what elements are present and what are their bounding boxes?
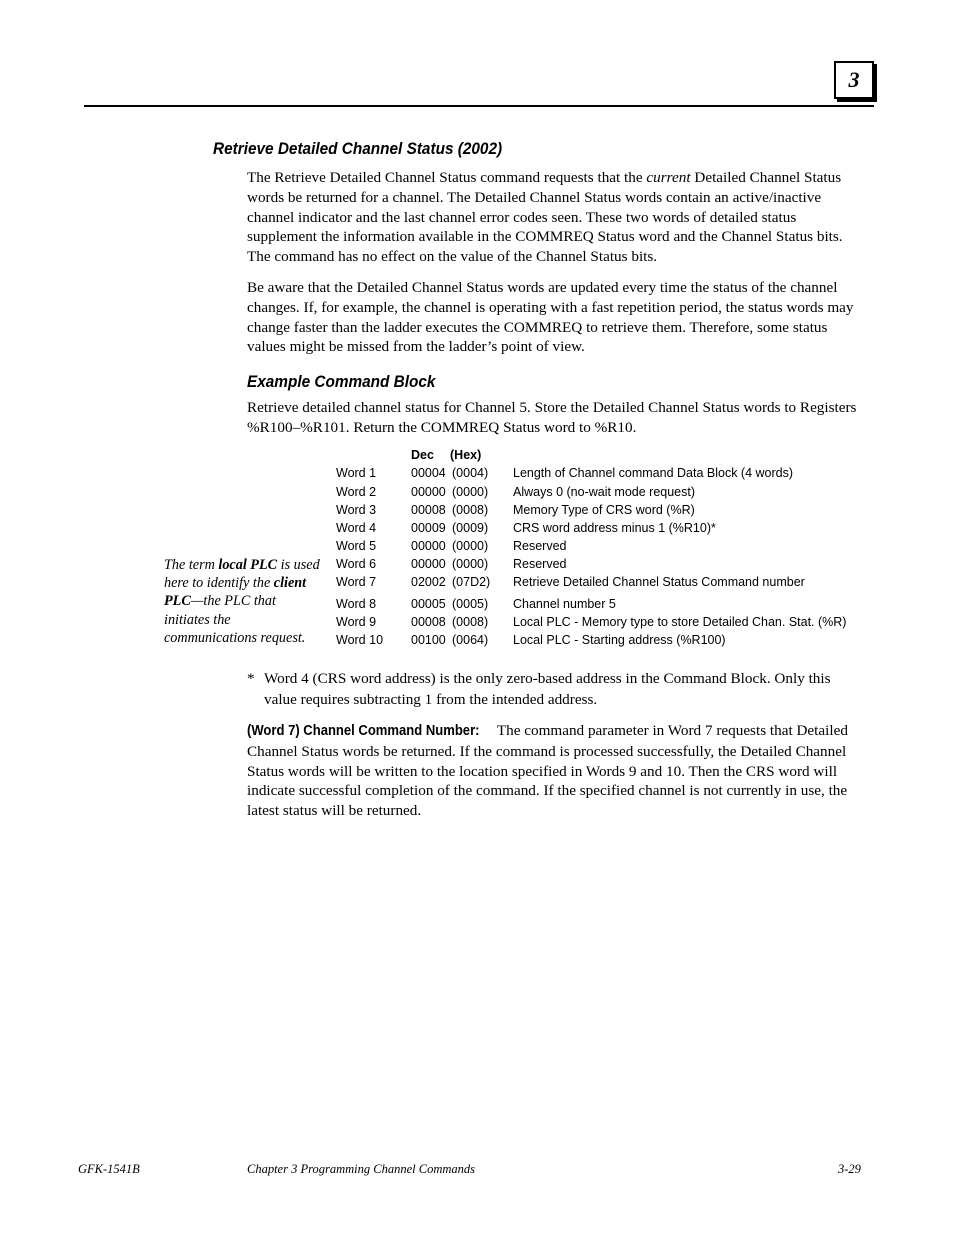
cell-hex: (0000) [452,485,489,499]
chapter-number: 3 [848,67,860,92]
header-rule [84,105,874,107]
cell-hex: (0009) [452,521,489,535]
header-dec: Dec [411,448,434,462]
cell-word: Word 5 [336,539,377,553]
cell-dec: 02002 [411,575,446,589]
chapter-tab [834,61,874,99]
cell-hex: (0008) [452,503,489,517]
footnote-text: Word 4 (CRS word address) is the only zero-based address in the Command Block. Only this value requires subtracting 1 from the intended address. [264,670,831,708]
note-term-client-plc: client PLC [164,575,307,610]
cell-description: Channel number 5 [513,597,616,611]
intro-text-start: The Retrieve Detailed Channel Status command requests that the [247,169,647,186]
header-hex: (Hex) [450,448,482,462]
cell-hex: (0064) [452,633,489,647]
margin-note [164,556,324,647]
cell-hex: (0008) [452,615,489,629]
cell-hex: (07D2) [452,575,491,589]
footnote [247,669,867,710]
cell-word: Word 9 [336,615,377,629]
cell-description: Local PLC - Memory type to store Detailed Chan. Stat. (%R) [513,615,847,629]
cell-hex: (0005) [452,597,489,611]
cell-description: Always 0 (no-wait mode request) [513,485,696,499]
note-text-1: The term [164,557,219,573]
cell-word: Word 3 [336,503,377,517]
intro-paragraph [247,168,865,267]
cell-dec: 00009 [411,521,446,535]
cell-word: Word 4 [336,521,377,535]
note-text-3: —the PLC that initiates the communications request. [164,593,306,646]
cell-description: Reserved [513,539,567,553]
word7-paragraph [247,721,865,821]
cell-dec: 00005 [411,597,446,611]
example-paragraph: Retrieve detailed channel status for Channel 5. Store the Detailed Channel Status words to Registers %R100–%R101. Return the COMMREQ Status word to %R10. [247,399,857,436]
cell-hex: (0004) [452,466,489,480]
cell-dec: 00100 [411,633,446,647]
cell-dec: 00004 [411,466,446,480]
footer-doc-number: GFK-1541B [78,1162,140,1176]
footer-page-number: 3-29 [838,1162,861,1176]
footnote-marker: * [247,670,255,687]
cell-description: Local PLC - Starting address (%R100) [513,633,726,647]
intro-text-end: Detailed Channel Status words be returned for a channel. The Detailed Channel Status words contain an active/inactive channel indicator and the last channel error codes seen. These two words of detailed status supplement the information available in the COMMREQ Status word and the Channel Status bits. The command has no effect on the value of the Channel Status bits. [247,169,843,266]
note-text-2: is used here to identify the [164,557,320,592]
cell-dec: 00000 [411,557,446,571]
cell-word: Word 1 [336,466,377,480]
cell-description: CRS word address minus 1 (%R10)* [513,521,716,535]
cell-description: Length of Channel command Data Block (4 words) [513,466,794,480]
cell-description: Memory Type of CRS word (%R) [513,503,695,517]
cell-word: Word 2 [336,485,377,499]
cell-description: Reserved [513,557,567,571]
intro-emphasis: current [646,169,691,186]
cell-word: Word 8 [336,597,377,611]
footer-chapter-title: Chapter 3 Programming Channel Commands [247,1162,476,1176]
cell-hex: (0000) [452,557,489,571]
cell-word: Word 7 [336,575,377,589]
word7-heading: (Word 7) Channel Command Number: [247,723,480,739]
cell-word: Word 6 [336,557,377,571]
cell-dec: 00008 [411,615,446,629]
example-heading: Example Command Block [247,373,436,391]
cell-hex: (0000) [452,539,489,553]
cell-dec: 00000 [411,485,446,499]
cell-description: Retrieve Detailed Channel Status Command number [513,575,805,589]
section-heading: Retrieve Detailed Channel Status (2002) [213,140,503,158]
cell-dec: 00008 [411,503,446,517]
note-term-local-plc: local PLC [218,557,278,573]
aware-paragraph: Be aware that the Detailed Channel Status words are updated every time the status of the channel changes. If, for example, the channel is operating with a fast repetition period, the status words may change faster than the ladder executes the COMMREQ to retrieve them. Therefore, some status values might be missed from the ladder’s point of view. [247,279,854,356]
cell-dec: 00000 [411,539,446,553]
word7-text: The command parameter in Word 7 requests that Detailed Channel Status words be returned. If the command is processed successfully, the Detailed Channel Status words will be written to the location specified in Words 9 and 10. Then the CRS word will indicate successful completion of the command. If the specified channel is not currently in use, the latest status will be returned. [247,722,848,820]
cell-word: Word 10 [336,633,384,647]
